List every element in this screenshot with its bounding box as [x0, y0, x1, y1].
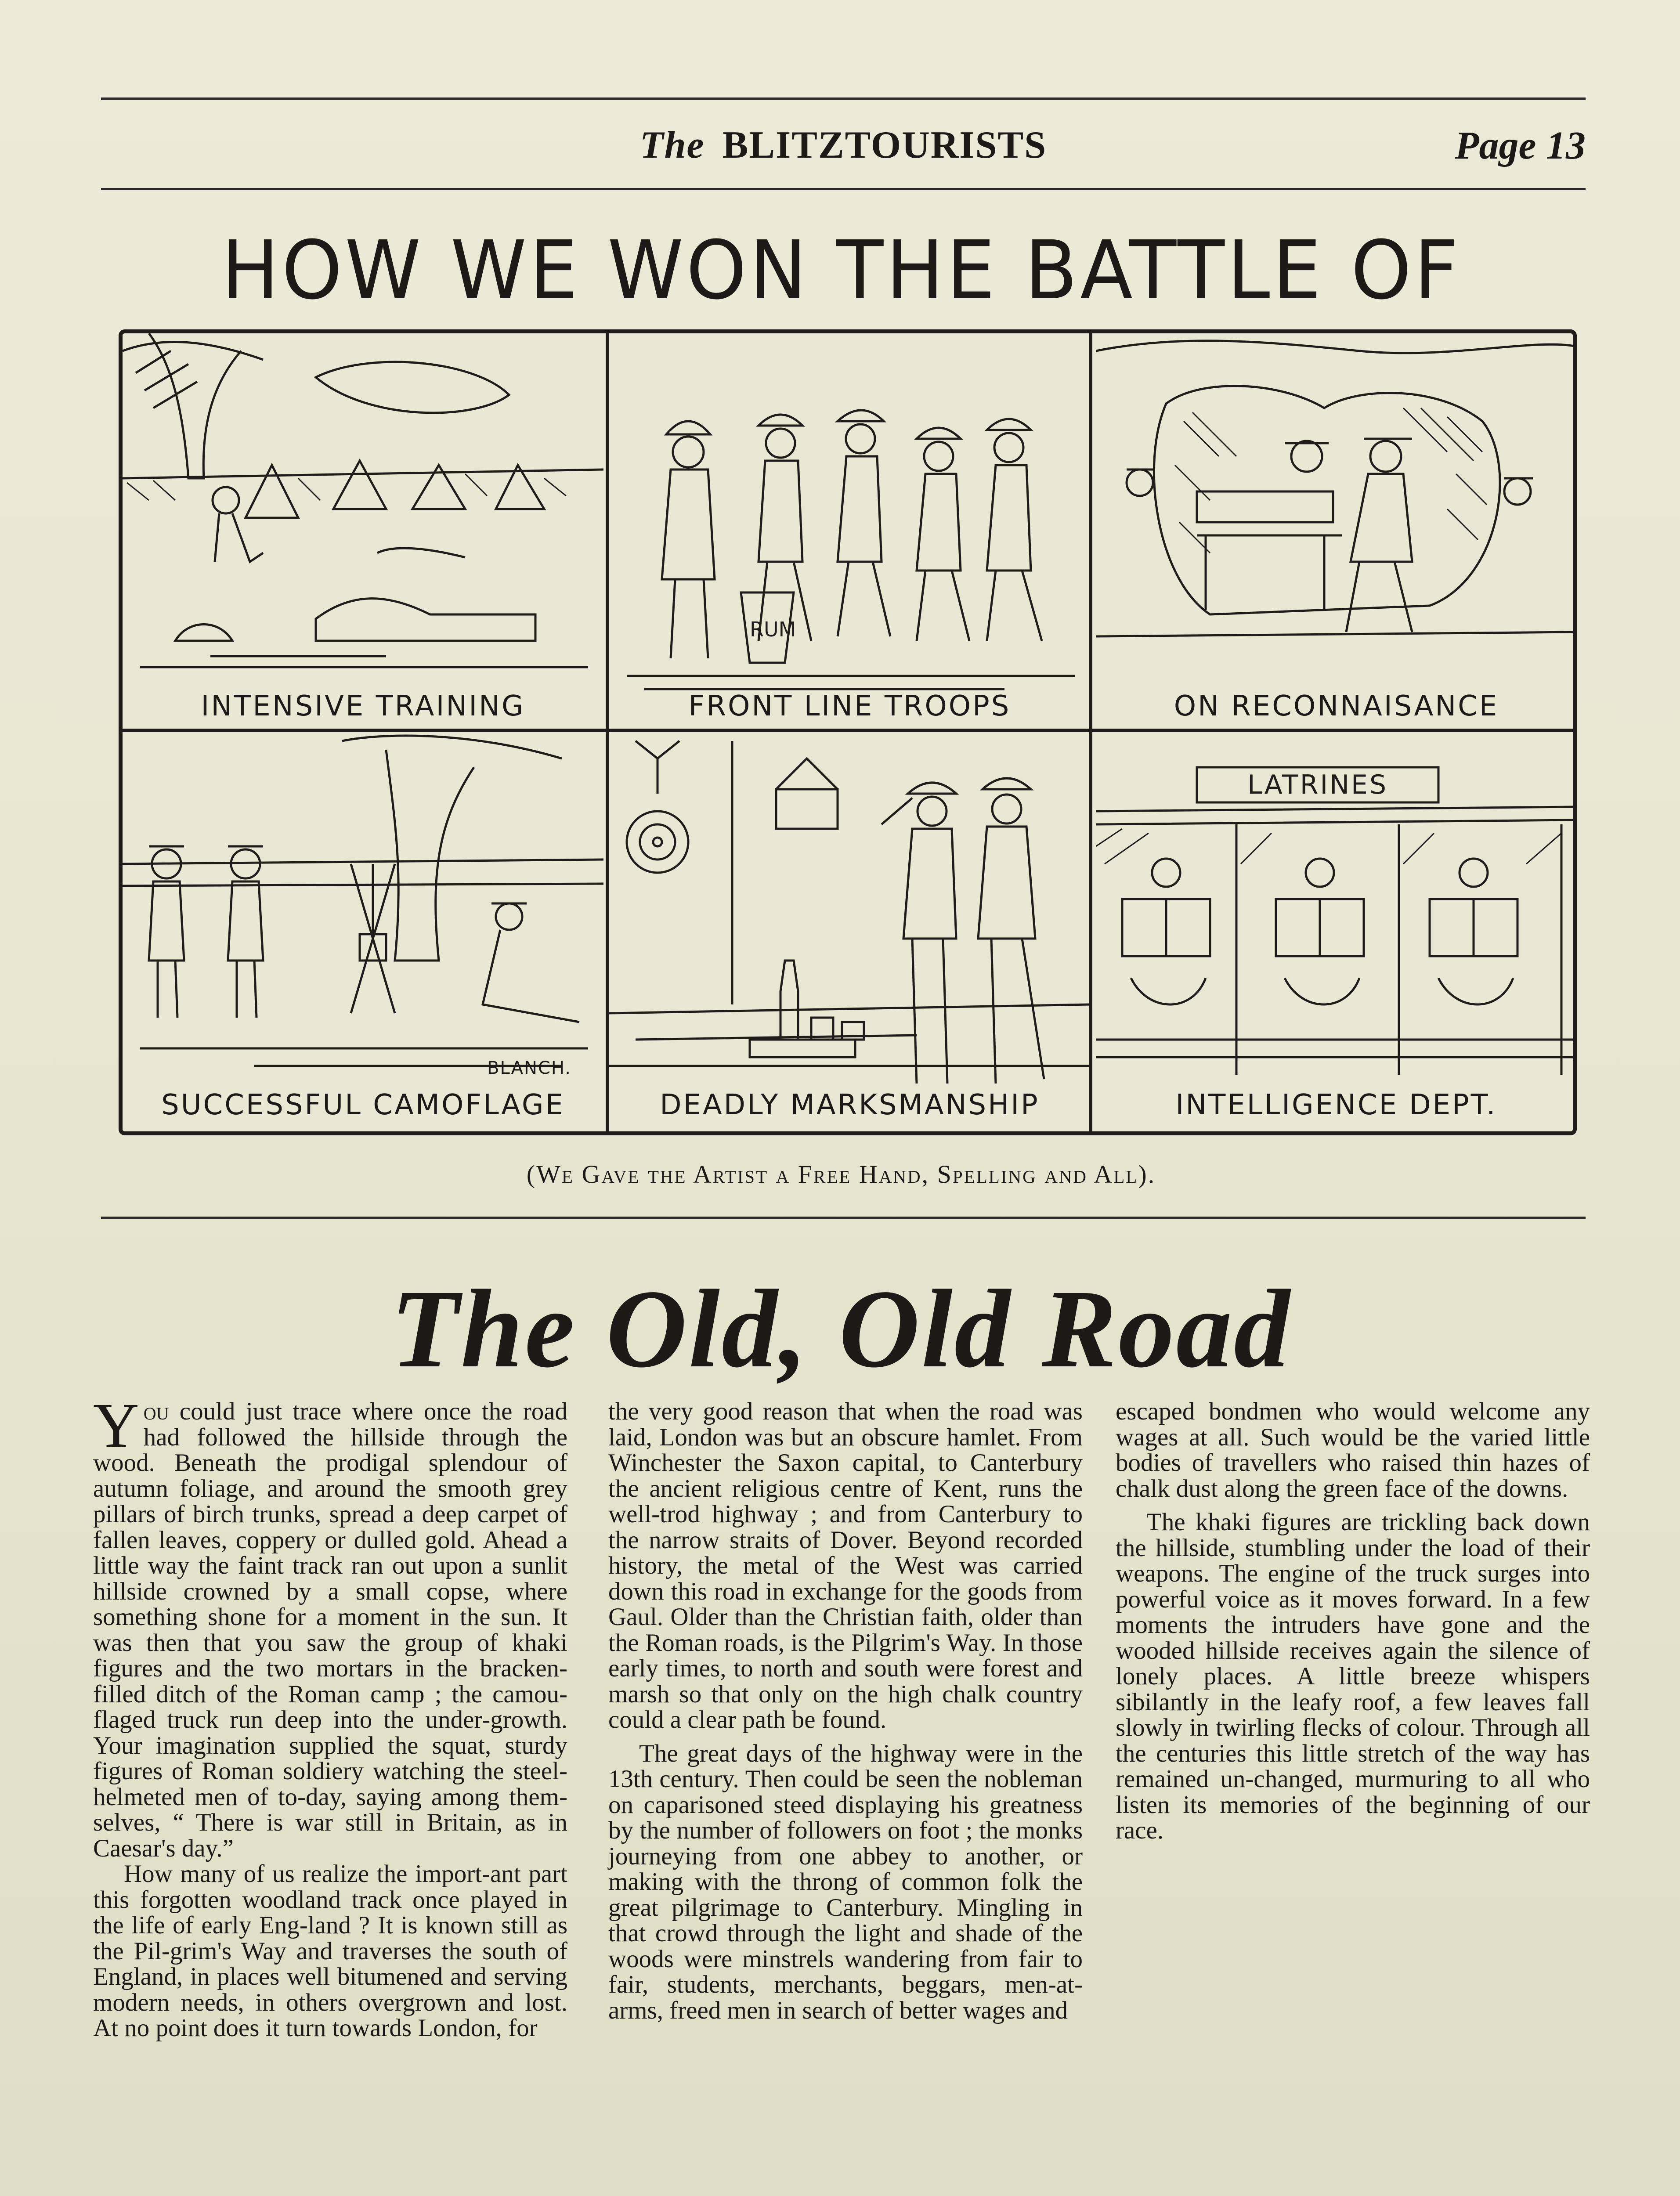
publication-title	[101, 123, 1586, 167]
paragraph-text: could just trace where once the road had followed the hillside through the wood. Beneath the prodigal splendour of autumn foliage, and around the smooth grey pillars of birch trunks, spread a deep carpet of fallen leaves, coppery or dulled gold. Ahead a little way the faint track ran out upon a sunlit hillside crowned by a small copse, where something shone for a moment in the sun. It was then that you saw the group of khaki figures and the two mortars in the bracken-filled ditch of the Roman camp ; the camou-flaged truck run deep into the under-growth. Your imagination supplied the squat, sturdy figures of Roman soldiery watching the steel-helmeted men of to-day, saying among them-selves, “ There is war still in Britain, as in Caesar's day.”	[93, 1398, 567, 1862]
article-paragraph: How many of us realize the import-ant part this forgotten woodland track once played in the life of early Eng-land ? It is known still as the Pil-grim's Way and traverses the south of England, in places well bitumened and serving modern needs, in others overgrown and lost. At no point does it turn towards London, for	[93, 1860, 567, 2042]
panel-caption: DEADLY MARKSMANSHIP	[660, 1089, 1040, 1121]
panel-successful-camoflage	[123, 732, 603, 1127]
panel-caption: INTENSIVE TRAINING	[201, 690, 525, 722]
cartoon-credit: (We Gave the Artist a Free Hand, Spelling and All).	[526, 1160, 1156, 1188]
article-column-2	[608, 1399, 1083, 2023]
panel-caption: ON RECONNAISANCE	[1174, 690, 1499, 722]
page-number: Page 13	[1455, 124, 1586, 167]
sketch-bench-couple	[1096, 333, 1577, 729]
drop-cap: Y	[93, 1391, 139, 1461]
first-word-rest: ou	[143, 1398, 169, 1425]
article-paragraph: The khaki figures are trickling back down the hillside, stumbling under the load of their weapons. The engine of the truck surges into powerful voice as it moves forward. In a few moments the intruders have gone and the wooded hillside receives again the silence of lonely places. A little breeze whispers sibilantly in the leafy roof, a few leaves fall slowly in twirling flecks of colour. Through all the centuries this little stretch of the way has remained un-changed, murmuring to all who listen its memories of the beginning of our race.	[1116, 1508, 1590, 1844]
cartoon-title: HOW WE WON THE BATTLE OF	[221, 224, 1461, 318]
article-paragraph: The great days of the highway were in the 13th century. Then could be seen the nobleman on caparisoned steed displaying his greatness by the number of followers on foot ; the monks journeying from one abbey to another, or making with the throng of common folk the great pilgrimage to Canterbury. Mingling in that crowd through the light and shade of the woods were minstrels wandering from fair to fair, students, merchants, beggars, men-at-arms, freed men in search of better wages and	[608, 1739, 1083, 2024]
panel-divider	[123, 729, 1573, 732]
running-head	[101, 123, 1586, 176]
publication-title-name: BLITZTOURISTS	[722, 124, 1047, 166]
panel-intelligence-dept	[1096, 732, 1577, 1127]
article-column-1	[93, 1391, 567, 2042]
article-column-3	[1116, 1399, 1590, 1844]
panel-caption: SUCCESSFUL CAMOFLAGE	[161, 1089, 565, 1121]
sketch-pub-soldiers	[609, 732, 1090, 1127]
header-rule-top	[101, 98, 1586, 100]
latrines-sign: LATRINES	[1247, 769, 1388, 800]
panel-intensive-training	[123, 333, 603, 729]
panel-divider	[606, 333, 609, 1131]
panel-caption: INTELLIGENCE DEPT.	[1175, 1089, 1497, 1121]
section-rule	[101, 1217, 1586, 1219]
article-paragraph	[93, 1391, 567, 1862]
panel-caption: FRONT LINE TROOPS	[688, 690, 1011, 722]
panel-deadly-marksmanship	[609, 732, 1090, 1127]
bucket-label: RUM	[750, 618, 796, 641]
sketch-troops-queue	[609, 333, 1090, 729]
panel-on-reconnaisance	[1096, 333, 1577, 729]
publication-title-article: The	[639, 124, 705, 166]
panel-front-line-troops	[609, 333, 1090, 729]
cartoon-strip	[119, 329, 1577, 1135]
sketch-resting-soldiers	[123, 333, 603, 729]
header-rule-bottom	[101, 188, 1586, 190]
column-continuation: escaped bondmen who would welcome any wages at all. Such would be the varied little bodies of travellers who raised thin hazes of chalk dust along the green face of the downs.	[1116, 1398, 1590, 1503]
column-continuation: the very good reason that when the road was laid, London was but an obscure hamlet. From Winchester the Saxon capital, to Canterbury the ancient religious centre of Kent, runs the well-trod highway ; and from Canterbury to the narrow straits of Dover. Beyond recorded history, the metal of the West was carried down this road in exchange for the goods from Gaul. Older than the Christian faith, older than the Roman roads, is the Pilgrim's Way. In those early times, to north and south were forest and marsh so that only on the high chalk country could a clear path be found.	[608, 1398, 1083, 1734]
artist-signature: BLANCH.	[487, 1058, 571, 1078]
sketch-latrines	[1096, 732, 1577, 1127]
article-title: The Old, Old Road	[390, 1267, 1292, 1391]
